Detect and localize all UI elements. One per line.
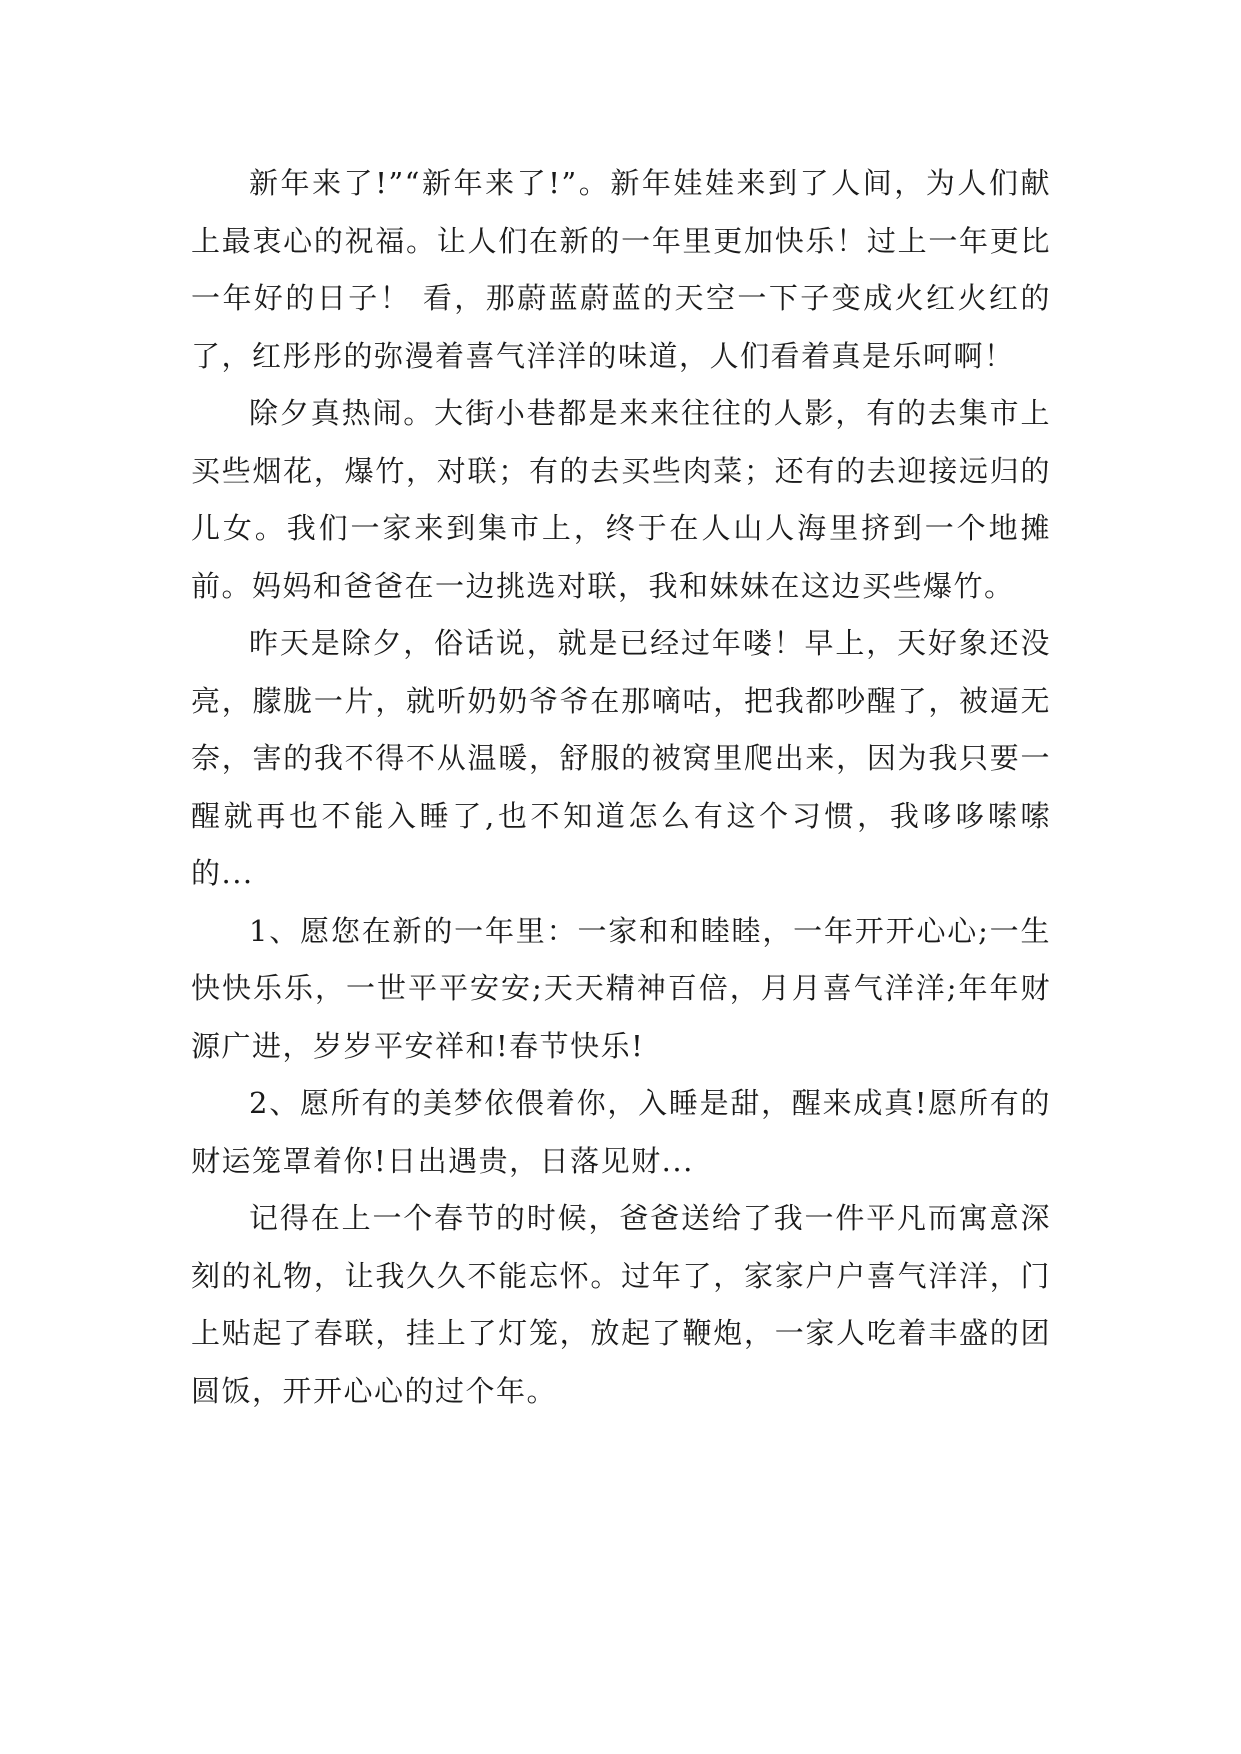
paragraph-wish-2: 2、愿所有的美梦依偎着你，入睡是甜，醒来成真!愿所有的财运笼罩着你!日出遇贵，日落见财... <box>191 1086 1051 1178</box>
paragraph-last-spring-festival: 记得在上一个春节的时候，爸爸送给了我一件平凡而寓意深刻的礼物，让我久久不能忘怀。过年了，家家户户喜气洋洋，门上贴起了春联，挂上了灯笼，放起了鞭炮，一家人吃着丰盛的团圆饭，开开心心的过个年。 <box>191 1201 1051 1408</box>
paragraph-yesterday: 昨天是除夕，俗话说，就是已经过年喽！早上，天好象还没亮，朦胧一片，就听奶奶爷爷在那嘀咕，把我都吵醒了，被逼无奈，害的我不得不从温暖，舒服的被窝里爬出来，因为我只要一醒就再也不能入睡了,也不知道怎么有这个习惯，我哆哆嗦嗦的... <box>191 626 1051 890</box>
document-body <box>191 155 1051 1420</box>
paragraph-wish-1: 1、愿您在新的一年里：一家和和睦睦，一年开开心心;一生快快乐乐，一世平平安安;天天精神百倍，月月喜气洋洋;年年财源广进，岁岁平安祥和!春节快乐! <box>191 913 1051 1063</box>
paragraph-new-years-eve: 除夕真热闹。大街小巷都是来来往往的人影，有的去集市上买些烟花，爆竹，对联；有的去买些肉菜；还有的去迎接远归的儿女。我们一家来到集市上，终于在人山人海里挤到一个地摊前。妈妈和爸爸在一边挑选对联，我和妹妹在这边买些爆竹。 <box>191 396 1051 603</box>
paragraph-new-year: 新年来了!”“新年来了!”。新年娃娃来到了人间，为人们献上最衷心的祝福。让人们在新的一年里更加快乐！过上一年更比一年好的日子！ 看，那蔚蓝蔚蓝的天空一下子变成火红火红的了，红彤彤的弥漫着喜气洋洋的味道，人们看着真是乐呵啊！ <box>191 166 1051 373</box>
